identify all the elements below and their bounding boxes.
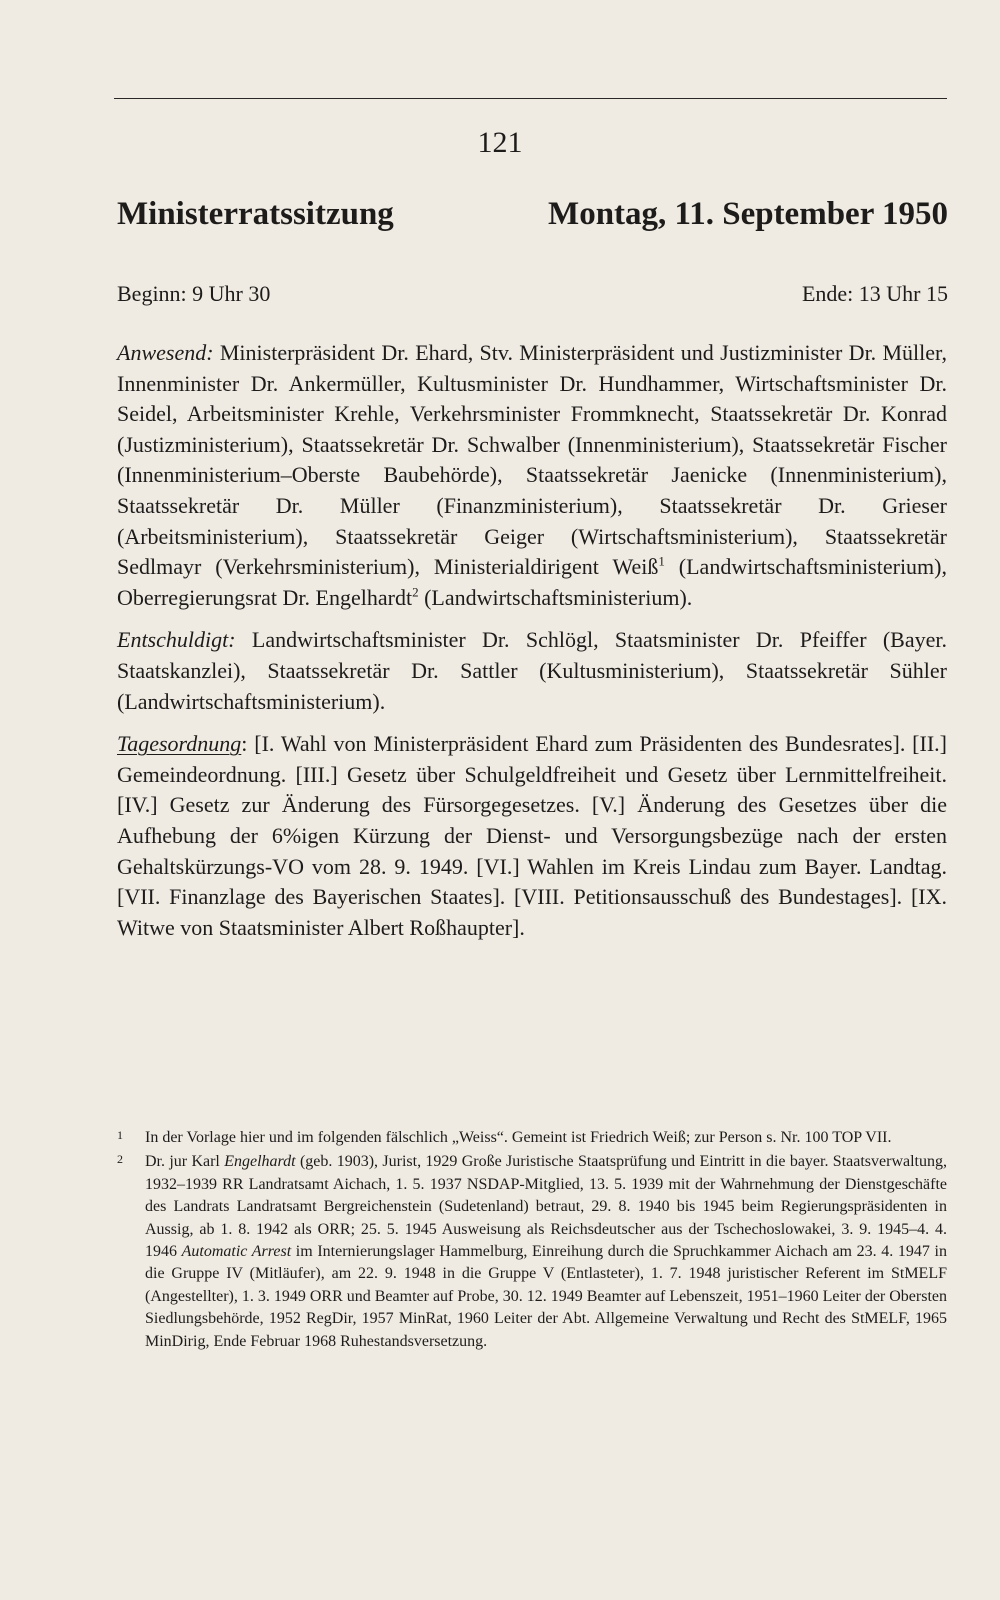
excused-paragraph <box>117 625 947 717</box>
footnote-2-text-b: (geb. 1903), Jurist, 1929 Große Juristische Staatsprüfung und Eintritt in die bayer. Staatsverwaltung, 1932–1939 RR Landratsamt Aichach, 1. 5. 1937 NSDAP-Mitglied, 13. 5. 1939 mit der Wahrnehmung der Dienstgeschäfte des Landrats Landratsamt Bergreichenstein (Sudetenland) betraut, 29. 8. 1940 bis 1945 beim Regierungspräsidenten in Aussig, ab 1. 8. 1942 als ORR; 25. 5. 1945 Ausweisung als Reichsdeutscher aus der Tschechoslowakei, 3. 9. 1945–4. 4. 1946 <box>145 1153 948 1261</box>
footnote-2-text-c: im Internierungslager Hammelburg, Einreihung durch die Spruchkammer Aichach am 23. 4. 1947 in die Gruppe IV (Mitläufer), am 22. 9. 1948 in die Gruppe V (Entlasteter), 1. 7. 1948 juristischer Referent im StMELF (Angestellter), 1. 3. 1949 ORR und Beamter auf Probe, 30. 12. 1949 Beamter auf Lebenszeit, 1951–1960 Leiter der Obersten Siedlungsbehörde, 1952 RegDir, 1957 MinRat, 1960 Leiter der Abt. Allgemeine Verwaltung und Recht des StMELF, 1965 MinDirig, Ende Februar 1968 Ruhestandsversetzung. <box>145 1243 948 1350</box>
excused-text: Landwirtschaftsminister Dr. Schlögl, Staatsminister Dr. Pfeiffer (Bayer. Staatskanzlei), Staatssekretär Dr. Sattler (Kultusministerium), Staatssekretär Sühler (Landwirtschaftsministerium). <box>117 627 947 714</box>
minutes-body <box>117 338 947 955</box>
footnotes <box>117 1127 947 1355</box>
end-time: Ende: 13 Uhr 15 <box>801 281 948 306</box>
footnote-1-number: 1 <box>117 1128 123 1142</box>
footnote-ref-1: 1 <box>658 553 665 569</box>
attendees-paragraph <box>117 338 947 613</box>
attendees-text-2: (Landwirtschaftsministerium), Oberregierungsrat Dr. Engelhardt <box>117 554 947 610</box>
agenda-label: Tagesordnung <box>117 731 242 757</box>
footnote-2 <box>117 1151 947 1353</box>
session-title: Ministerratssitzung <box>117 196 394 232</box>
attendees-label: Anwesend: <box>117 340 214 365</box>
top-rule <box>114 98 947 99</box>
footnote-1-text: In der Vorlage hier und im folgenden fälschlich „Weiss“. Gemeint ist Friedrich Weiß; zur Person s. Nr. 100 TOP VII. <box>145 1129 892 1146</box>
session-date: Montag, 11. September 1950 <box>548 196 948 232</box>
footnote-ref-2: 2 <box>412 584 419 600</box>
footnote-1 <box>117 1127 947 1149</box>
attendees-text: Ministerpräsident Dr. Ehard, Stv. Ministerpräsident und Justizminister Dr. Müller, Innenminister Dr. Ankermüller, Kultusminister Dr. Hundhammer, Wirtschaftsminister Dr. Seidel, Arbeitsminister Krehle, Verkehrsminister Frommknecht, Staatssekretär Dr. Konrad (Justizministerium), Staatssekretär Dr. Schwalber (Innenministerium), Staatssekretär Fischer (Innenministerium–Oberste Baubehörde), Staatssekretär Jaenicke (Innenministerium), Staatssekretär Dr. Müller (Finanzministerium), Staatssekretär Dr. Grieser (Arbeitsministerium), Staatssekretär Geiger (Wirtschaftsministerium), Staatssekretär Sedlmayr (Verkehrsministerium), Ministerialdirigent Weiß <box>117 340 947 580</box>
footnote-2-number: 2 <box>117 1152 123 1167</box>
begin-time: Beginn: 9 Uhr 30 <box>117 281 271 306</box>
agenda-paragraph <box>117 729 947 943</box>
attendees-text-3: (Landwirtschaftsministerium). <box>418 584 693 610</box>
footnote-2-term: Automatic Arrest <box>181 1243 292 1261</box>
excused-label: Entschuldigt: <box>117 627 236 653</box>
agenda-text: [I. Wahl von Ministerpräsident Ehard zum Präsidenten des Bundesrates]. [II.] Gemeindeordnung. [III.] Gesetz über Schulgeldfreiheit und Gesetz über Lernmittelfreiheit. [IV.] Gesetz zur Änderung des Fürsorgegesetzes. [V.] Änderung des Gesetzes über die Aufhebung der 6%igen Kürzung der Dienst- und Versorgungsbezüge nach der ersten Gehaltskürzungs-VO vom 28. 9. 1949. [VI.] Wahlen im Kreis Lindau zum Bayer. Landtag. [VII. Finanzlage des Bayerischen Staates]. [VIII. Petitionsausschuß des Bundestages]. [IX. Witwe von Staatsminister Albert Roßhaupter]. <box>117 731 947 940</box>
footnote-2-text-a: Dr. jur Karl <box>145 1153 225 1171</box>
document-number: 121 <box>477 126 523 159</box>
footnote-2-name: Engelhardt <box>224 1153 296 1171</box>
agenda-colon: : <box>241 731 248 757</box>
